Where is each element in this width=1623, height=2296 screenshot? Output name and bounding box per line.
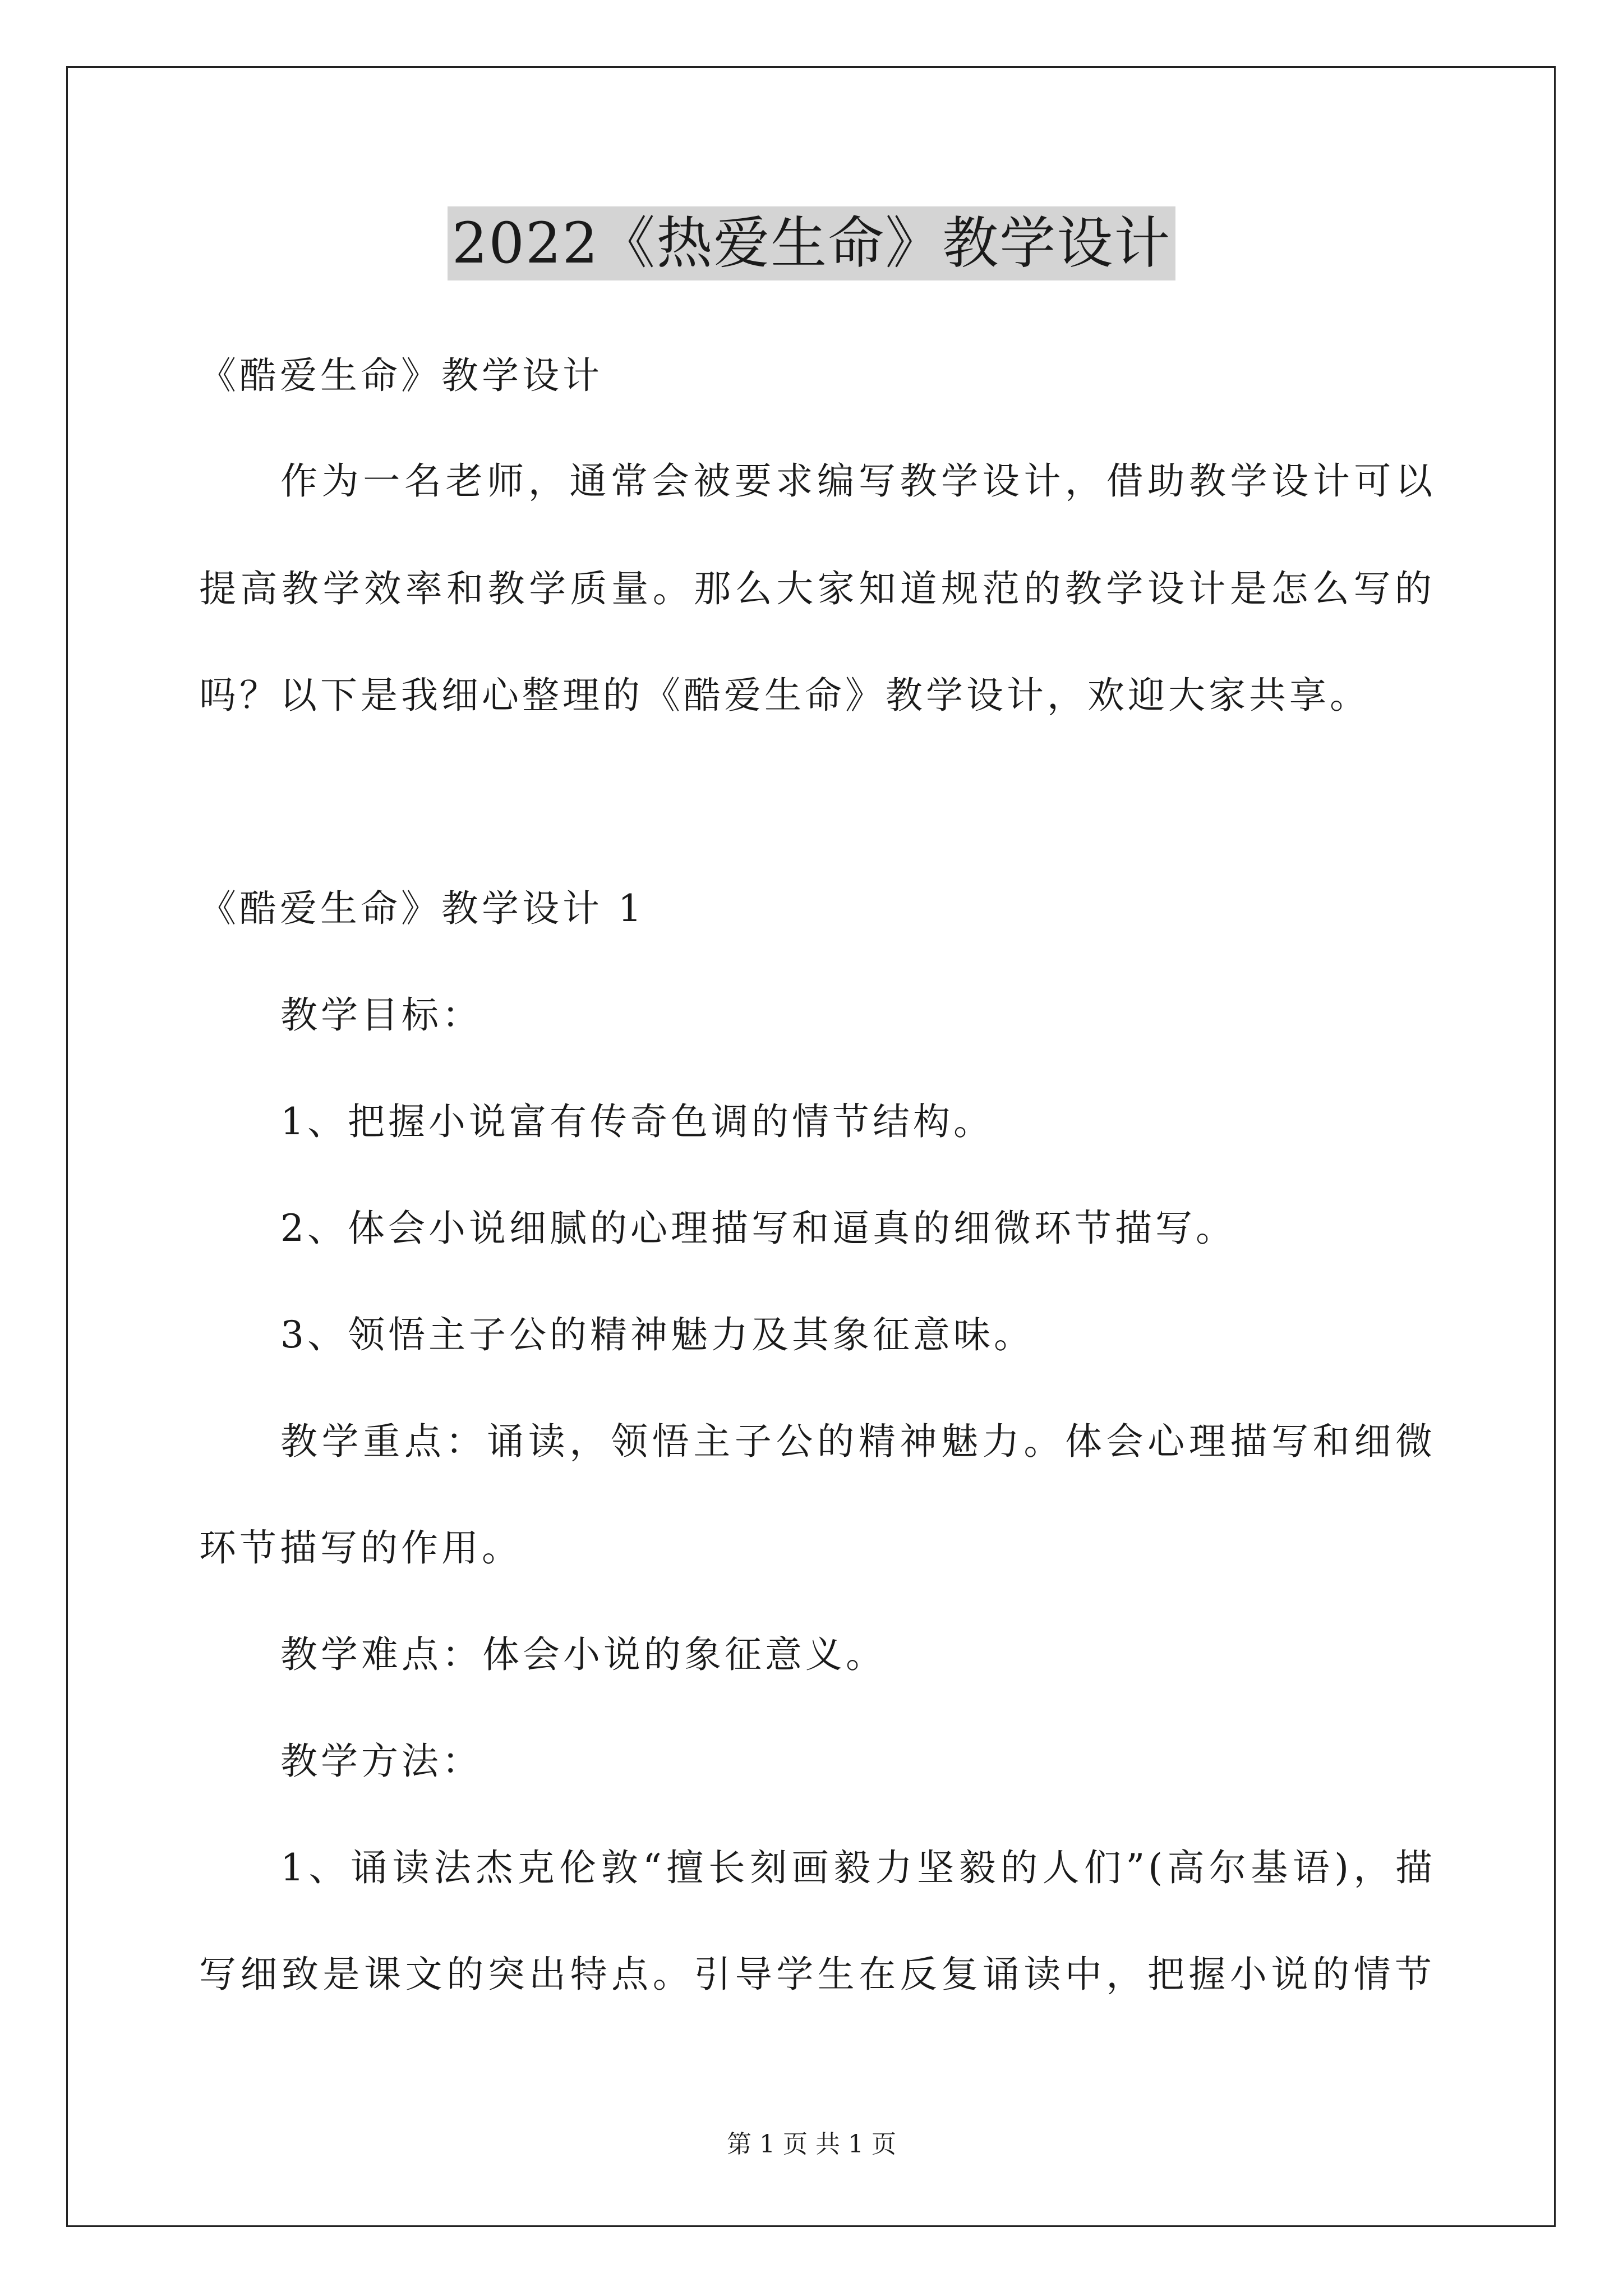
paragraph-line: 教学重点：诵读，领悟主子公的精神魅力。体会心理描写和细微 bbox=[280, 1420, 1436, 1463]
paragraph-line: 提高教学效率和教学质量。那么大家知道规范的教学设计是怎么写的 bbox=[199, 567, 1435, 610]
paragraph-line: 写细致是课文的突出特点。引导学生在反复诵读中，把握小说的情节 bbox=[199, 1953, 1435, 1996]
document-title: 2022《热爱生命》教学设计 bbox=[448, 206, 1176, 280]
paragraph-line: 3、领悟主子公的精神魅力及其象征意味。 bbox=[280, 1313, 1034, 1356]
paragraph-line: 1、诵读法杰克伦敦“擅长刻画毅力坚毅的人们”(高尔基语)，描 bbox=[280, 1846, 1436, 1889]
paragraph-line: 吗？以下是我细心整理的《酷爱生命》教学设计，欢迎大家共享。 bbox=[199, 674, 1370, 717]
paragraph-line: 教学方法： bbox=[280, 1740, 482, 1783]
paragraph-line: 环节描写的作用。 bbox=[199, 1526, 522, 1570]
paragraph-line: 作为一名老师，通常会被要求编写教学设计，借助教学设计可以 bbox=[280, 459, 1436, 503]
title-container bbox=[0, 206, 1623, 280]
page-footer: 第 1 页 共 1 页 bbox=[727, 2130, 896, 2159]
paragraph-line: 1、把握小说富有传奇色调的情节结构。 bbox=[280, 1100, 994, 1143]
subtitle-line: 《酷爱生命》教学设计 bbox=[199, 354, 603, 397]
paragraph-line: 2、体会小说细腻的心理描写和逼真的细微环节描写。 bbox=[280, 1207, 1236, 1250]
paragraph-line: 教学难点：体会小说的象征意义。 bbox=[280, 1633, 886, 1676]
paragraph-line: 教学目标： bbox=[280, 993, 482, 1037]
section-heading: 《酷爱生命》教学设计 1 bbox=[199, 887, 645, 930]
